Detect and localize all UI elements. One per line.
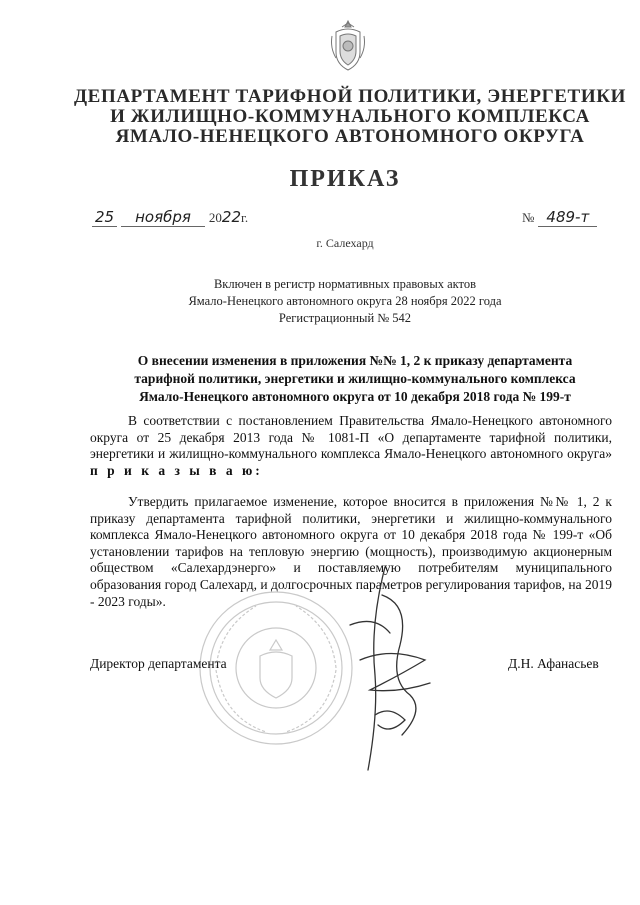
registration-line-3: Регистрационный № 542 xyxy=(278,311,412,325)
subject-line-3: Ямало-Ненецкого автономного округа от 10 декабря 2018 года № 199-т xyxy=(139,389,571,404)
signer-name: Д.Н. Афанасьев xyxy=(508,656,599,671)
subject-line-2: тарифной политики, энергетики и жилищно-коммунального комплекса xyxy=(134,371,576,386)
document-number xyxy=(522,208,597,227)
signer-position: Директор департамента xyxy=(90,656,227,671)
paragraph-basis-text: В соответствии с постановлением Правительства Ямало-Ненецкого автономного округа от 25 декабря 2013 года № 1081-П «О департаменте тарифной политики, энергетики и жилищно-коммунального комплекса Ямало-Ненецкого автономного округа» xyxy=(90,413,612,462)
date-year-suffix: 22 xyxy=(221,208,241,226)
handwritten-signature xyxy=(330,565,450,780)
number-value: 489-т xyxy=(538,208,597,227)
number-label: № xyxy=(522,210,535,225)
date-day: 25 xyxy=(92,208,117,227)
registration-line-2: Ямало-Ненецкого автономного округа 28 ноября 2022 года xyxy=(188,294,502,308)
order-word: п р и к а з ы в а ю: xyxy=(90,462,263,478)
org-name-line-3: ЯМАЛО-НЕНЕЦКОГО АВТОНОМНОГО ОКРУГА xyxy=(115,126,585,147)
document-date xyxy=(92,208,248,227)
coat-of-arms-emblem xyxy=(328,18,368,74)
paragraph-basis xyxy=(90,413,612,479)
city: г. Салехард xyxy=(316,236,374,250)
date-year-prefix: 20 xyxy=(208,210,222,225)
document-title: ПРИКАЗ xyxy=(289,166,401,192)
date-year-tail: г. xyxy=(241,210,249,225)
registration-line-1: Включен в регистр нормативных правовых актов xyxy=(213,277,477,291)
paragraph-approval: Утвердить прилагаемое изменение, которое вносится в приложения №№ 1, 2 к приказу департамента тарифной политики, энергетики и жилищно-коммунального комплекса Ямало-Ненецкого автономного округа от 10 декабря 2018 года № 199-т «Об установлении тарифов на тепловую энергию (мощность), производимую акционерным обществом «Салехардэнерго» и поставляемую потребителям муниципального образования город Салехард, и долгосрочных параметров регулирования тарифов, на 2019 - 2023 годы». xyxy=(90,494,612,609)
org-name-line-2: И ЖИЛИЩНО-КОММУНАЛЬНОГО КОМПЛЕКСА xyxy=(110,106,590,127)
org-name-line-1: ДЕПАРТАМЕНТ ТАРИФНОЙ ПОЛИТИКИ, ЭНЕРГЕТИКИ xyxy=(74,86,626,107)
subject-line-1: О внесении изменения в приложения №№ 1, 2 к приказу департамента xyxy=(137,353,573,368)
date-month: ноября xyxy=(121,208,205,227)
